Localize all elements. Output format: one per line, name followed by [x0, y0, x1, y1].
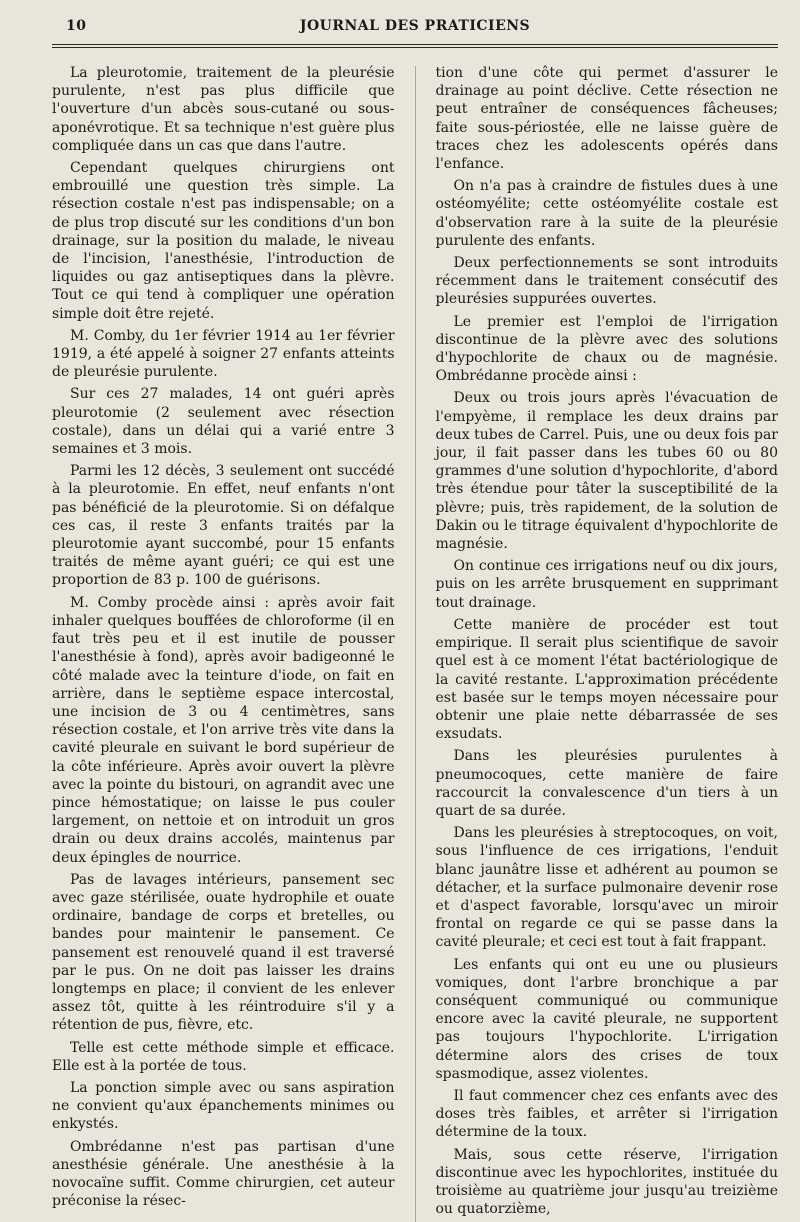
paragraph: M. Comby, du 1er février 1914 au 1er février 1919, a été appelé à soigner 27 enfants atteints de pleurésie purulente. — [52, 327, 395, 381]
paragraph: La ponction simple avec ou sans aspiration ne convient qu'aux épanchements minimes ou enkystés. — [52, 1079, 395, 1133]
right-column — [435, 64, 778, 1222]
paragraph: On n'a pas à craindre de fistules dues à une ostéomyélite; cette ostéomyélite costale est d'observation rare à la suite de la pleurésie purulente des enfants. — [435, 178, 778, 249]
column-divider — [415, 66, 416, 1222]
left-column — [52, 64, 395, 1222]
header-rule — [52, 44, 778, 48]
paragraph: Cette manière de procéder est tout empirique. Il serait plus scientifique de savoir quel est à ce moment l'état bactériologique de la cavité restante. L'approximation précédente est basée sur le temps moyen nécessaire pour obtenir une plaie nette débarrassée de ses exsudats. — [435, 616, 778, 743]
paragraph: Telle est cette méthode simple et efficace. Elle est à la portée de tous. — [52, 1039, 395, 1074]
paragraph: Mais, sous cette réserve, l'irrigation discontinue avec les hypochlorites, instituée du troisième au quatrième jour jusqu'au treizième ou quatorzième, — [435, 1146, 778, 1218]
paragraph: Deux perfectionnements se sont introduits récemment dans le traitement consécutif des pleurésies suppurées ouvertes. — [435, 255, 778, 308]
page-header — [52, 14, 778, 38]
paragraph: Les enfants qui ont eu une ou plusieurs vomiques, dont l'arbre bronchique a par conséquent communiqué ou communique encore avec la cavité pleurale, ne supportent pas toujours l'hypochlorite. L'irrigation détermine alors des crises de toux spasmodique, assez violentes. — [435, 956, 778, 1082]
paragraph: On continue ces irrigations neuf ou dix jours, puis on les arrête brusquement en supprimant tout drainage. — [435, 558, 778, 611]
paragraph: La pleurotomie, traitement de la pleurésie purulente, n'est pas plus difficile que l'ouverture d'un abcès sous-cutané ou sous-aponévrotique. Et sa technique n'est guère plus compliquée dans un cas que dans l'autre. — [52, 65, 395, 154]
paragraph: Deux ou trois jours après l'évacuation de l'empyème, il remplace les deux drains par deux tubes de Carrel. Puis, une ou deux fois par jour, il fait passer dans les tubes 60 ou 80 grammes d'une solution d'hypochlorite, d'abord très étendue pour tâter la susceptibilité de la plèvre; puis, très rapidement, de la solution de Dakin ou le titrage équivalent d'hypochlorite de magnésie. — [435, 390, 778, 553]
page-number: 10 — [66, 18, 87, 34]
paragraph: Le premier est l'emploi de l'irrigation discontinue de la plèvre avec des solutions d'hypochlorite de chaux ou de magnésie. Ombrédanne procède ainsi : — [435, 313, 778, 385]
paragraph: Sur ces 27 malades, 14 ont guéri après pleurotomie (2 seulement avec résection costale), dans un délai qui a varié entre 3 semaines et 3 mois. — [52, 386, 395, 458]
paragraph: Pas de lavages intérieurs, pansement sec avec gaze stérilisée, ouate hydrophile et ouate ordinaire, bandage de corps et bretelles, ou bandes pour maintenir le pansement. Ce pansement est renouvelé quand il est traversé par le pus. On ne doit pas laisser les drains longtemps en place; il convient de les enlever assez tôt, quitte à les réintroduire s'il y a rétention de pus, fièvre, etc. — [52, 871, 395, 1034]
paragraph: Parmi les 12 décès, 3 seulement ont succédé à la pleurotomie. En effet, neuf enfants n'ont pas bénéficié de la pleurotomie. Si on défalque ces cas, il reste 3 enfants traités par la pleurotomie ayant succombé, pour 15 enfants traités de même ayant guéri; ce qui est une proportion de 83 p. 100 de guérisons. — [52, 463, 395, 589]
paragraph: Dans les pleurésies purulentes à pneumocoques, cette manière de faire raccourcit la convalescence d'un tiers à un quart de sa durée. — [435, 748, 778, 819]
journal-title: JOURNAL DES PRATICIENS — [299, 18, 531, 34]
paragraph: Cependant quelques chirurgiens ont embrouillé une question très simple. La résection costale n'est pas indispensable; on a de plus trop discuté sur les conditions d'un bon drainage, sur la position du malade, le niveau de l'incision, l'anesthésie, l'introduction de liquides ou gaz antiseptiques dans la plèvre. Tout ce qui tend à compliquer une opération simple doit être rejeté. — [52, 160, 395, 322]
article-columns — [52, 64, 778, 1222]
paragraph: tion d'une côte qui permet d'assurer le drainage au point déclive. Cette résection ne peut entraîner de conséquences fâcheuses; faite sous-périostée, elle ne laisse guère de traces chez les adolescents opérés dans l'enfance. — [435, 65, 778, 173]
paragraph: Il faut commencer chez ces enfants avec des doses très faibles, et arrêter si l'irrigation détermine de la toux. — [435, 1087, 778, 1141]
paragraph: M. Comby procède ainsi : après avoir fait inhaler quelques bouffées de chloroforme (il en faut très peu et il est inutile de pousser l'anesthésie à fond), après avoir badigeonné le côté malade avec la teinture d'iode, on fait en arrière, dans le septième espace intercostal, une incision de 3 ou 4 centimètres, sans résection costale, et l'on arrive très vite dans la cavité pleurale en suivant le bord supérieur de la côte inférieure. Après avoir ouvert la plèvre avec la pointe du bistouri, on agrandit avec une pince hémostatique; on laisse le pus couler largement, on nettoie et on introduit un gros drain ou deux drains accolés, maintenus par deux épingles de nourrice. — [52, 594, 395, 866]
paragraph: Ombrédanne n'est pas partisan d'une anesthésie générale. Une anesthésie à la novocaïne suffit. Comme chirurgien, cet auteur préconise la résec- — [52, 1138, 395, 1210]
paragraph: Dans les pleurésies à streptocoques, on voit, sous l'influence de ces irrigations, l'enduit blanc jaunâtre lisse et adhérent au poumon se détacher, et la surface pulmonaire devenir rose et d'aspect favorable, lorsqu'avec un miroir frontal on regarde ce qui se passe dans la cavité pleurale; et ceci est tout à fait frappant. — [435, 825, 778, 951]
